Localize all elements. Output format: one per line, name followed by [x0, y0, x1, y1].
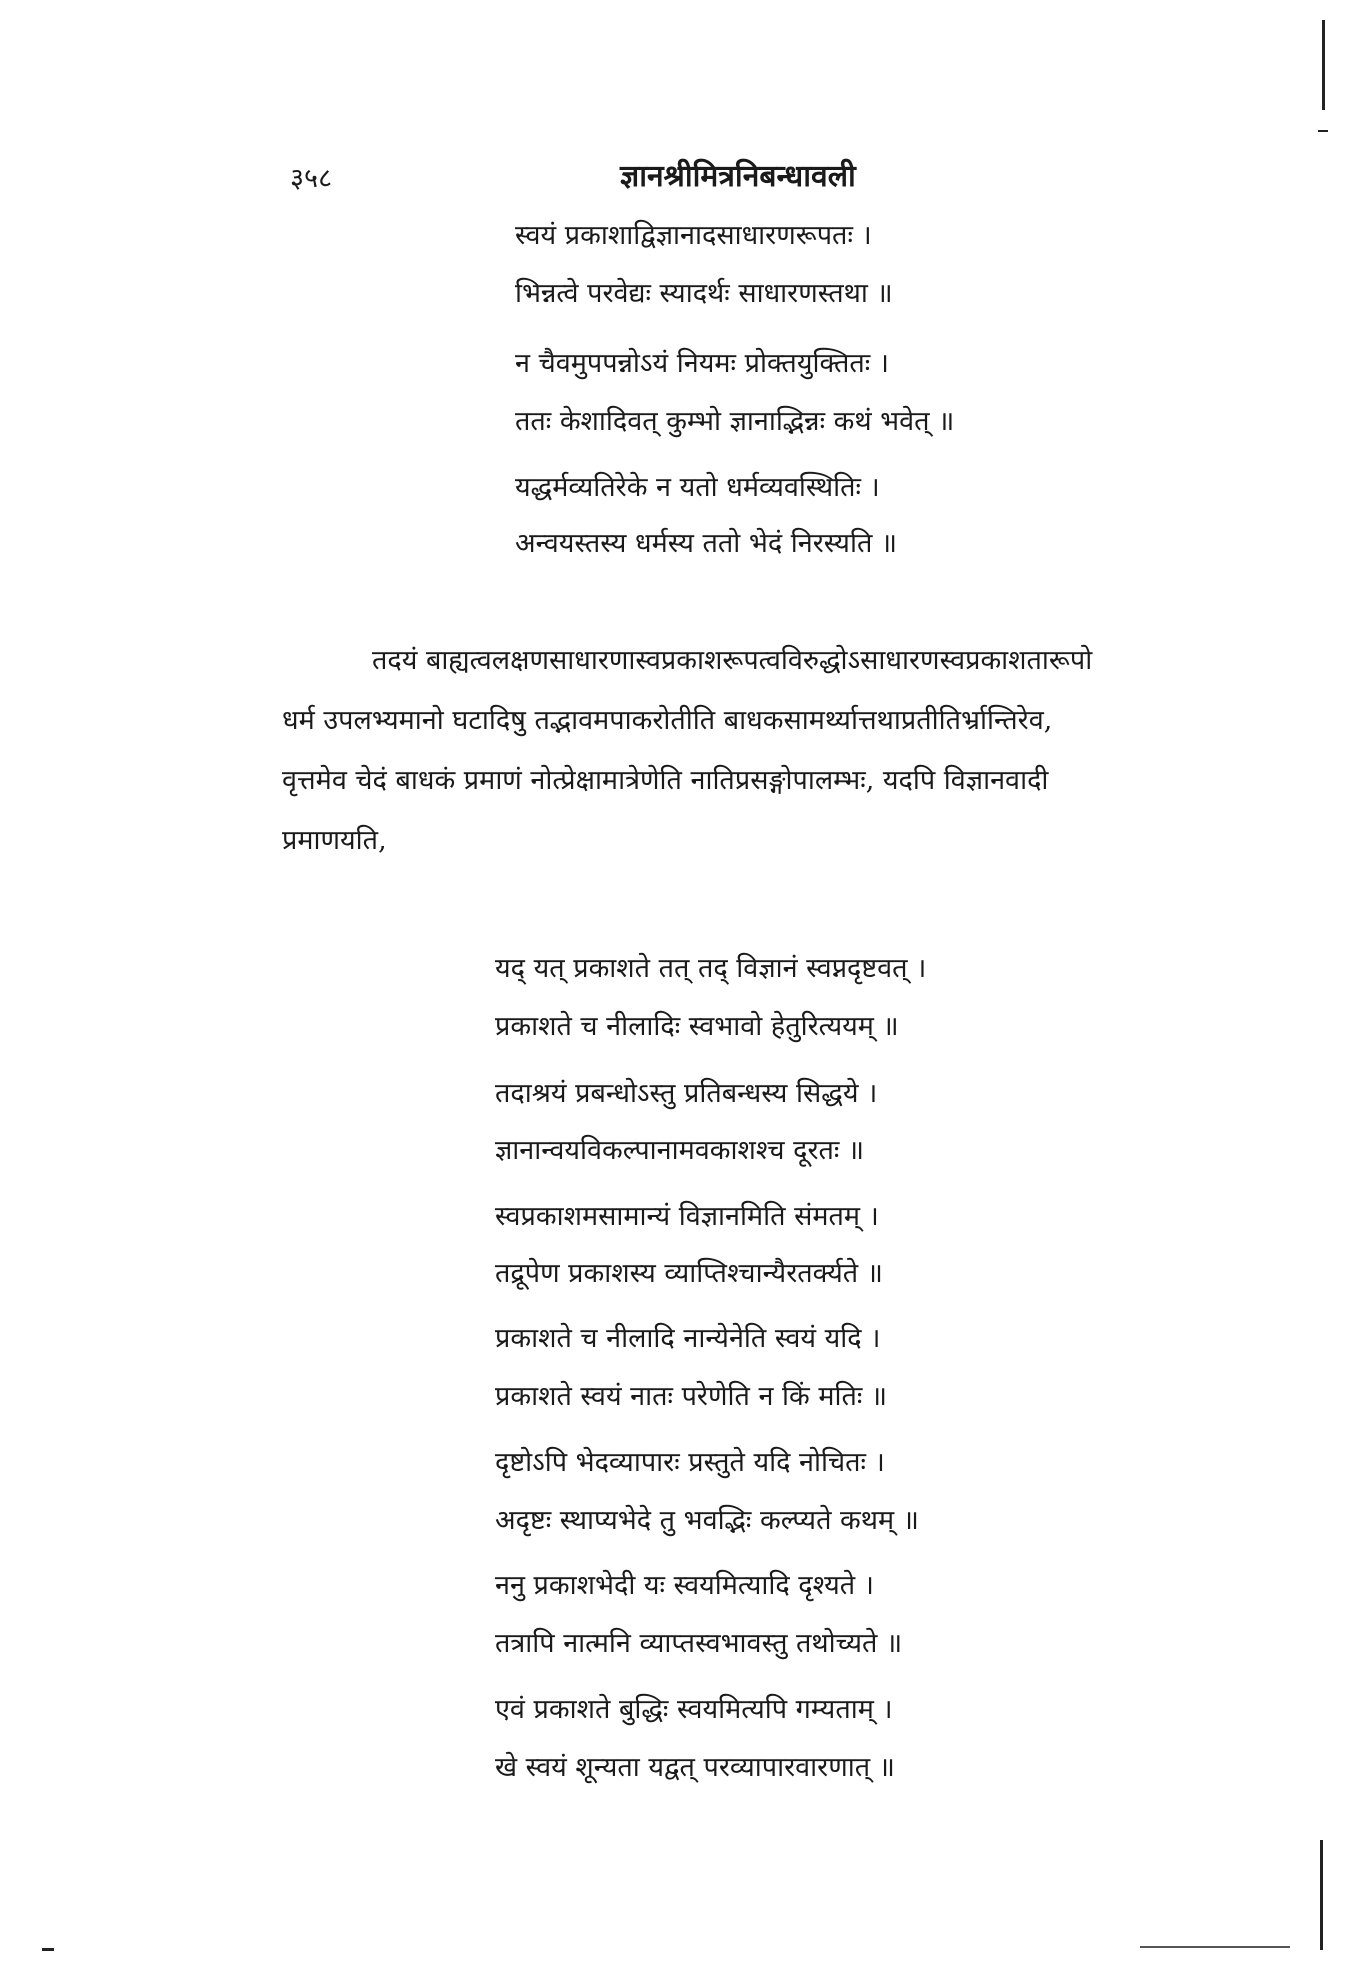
- verse-group-bottom: [495, 953, 1055, 1783]
- verse-line: अन्वयस्तस्य धर्मस्य ततो भेदं निरस्यति ॥: [515, 528, 898, 559]
- verse-line: न चैवमुपपन्नोऽयं नियमः प्रोक्तयुक्तितः ।: [515, 348, 889, 379]
- verse-line: ज्ञानान्वयविकल्पानामवकाशश्च दूरतः ॥: [495, 1135, 865, 1166]
- verse-line: तत्रापि नात्मनि व्याप्तस्वभावस्तु तथोच्यते ॥: [495, 1628, 903, 1659]
- verse-group-top: [515, 222, 1075, 562]
- verse-line: स्वयं प्रकाशाद्विज्ञानादसाधारणरूपतः ।: [515, 220, 872, 251]
- scan-edge-mark: [1140, 1946, 1290, 1948]
- scan-edge-mark: [1318, 130, 1328, 132]
- scan-edge-mark: [42, 1948, 54, 1951]
- verse-line: तद्रूपेण प्रकाशस्य व्याप्तिश्चान्यैरतर्क्यते ॥: [495, 1258, 883, 1289]
- verse-line: ननु प्रकाशभेदी यः स्वयमित्यादि दृश्यते ।: [495, 1570, 874, 1601]
- verse-line: दृष्टोऽपि भेदव्यापारः प्रस्तुते यदि नोचितः ।: [495, 1447, 885, 1478]
- verse-line: स्वप्रकाशमसामान्यं विज्ञानमिति संमतम् ।: [495, 1201, 879, 1232]
- page-number: ३५८: [290, 163, 333, 194]
- verse-line: प्रकाशते स्वयं नातः परेणेति न किं मतिः ॥: [495, 1381, 888, 1412]
- prose-line: प्रमाणयति,: [282, 825, 387, 856]
- verse-line: यद् यत् प्रकाशते तत् तद् विज्ञानं स्वप्नदृष्टवत् ।: [495, 953, 927, 984]
- running-head-title: ज्ञानश्रीमित्रनिबन्धावली: [620, 159, 856, 194]
- verse-line: खे स्वयं शून्यता यद्वत् परव्यापारवारणात् ॥: [495, 1752, 895, 1783]
- verse-line: प्रकाशते च नीलादि नान्येनेति स्वयं यदि ।: [495, 1323, 881, 1354]
- verse-line: अदृष्टः स्थाप्यभेदे तु भवद्भिः कल्प्यते कथम् ॥: [495, 1505, 919, 1536]
- verse-line: प्रकाशते च नीलादिः स्वभावो हेतुरित्ययम् ॥: [495, 1011, 899, 1042]
- prose-line: तदयं बाह्यत्वलक्षणसाधारणास्वप्रकाशरूपत्वविरुद्धोऽसाधारणस्वप्रकाशतारूपो: [372, 645, 1093, 676]
- verse-line: ततः केशादिवत् कुम्भो ज्ञानाद्भिन्नः कथं भवेत् ॥: [515, 406, 955, 437]
- verse-line: तदाश्रयं प्रबन्धोऽस्तु प्रतिबन्धस्य सिद्धये ।: [495, 1078, 878, 1109]
- verse-line: यद्धर्मव्यतिरेके न यतो धर्मव्यवस्थितिः ।: [515, 472, 880, 503]
- scan-edge-mark: [1320, 1840, 1323, 1950]
- prose-line: वृत्तमेव चेदं बाधकं प्रमाणं नोत्प्रेक्षामात्रेणेति नातिप्रसङ्गोपालम्भः, यदपि विज्ञानवादी: [282, 765, 1049, 796]
- prose-line: धर्म उपलभ्यमानो घटादिषु तद्भावमपाकरोतीति बाधकसामर्थ्यात्तथाप्रतीतिर्भ्रान्तिरेव,: [282, 705, 1053, 736]
- verse-line: भिन्नत्वे परवेद्यः स्यादर्थः साधारणस्तथा ॥: [515, 278, 893, 309]
- scan-edge-mark: [1322, 20, 1325, 110]
- verse-line: एवं प्रकाशते बुद्धिः स्वयमित्यपि गम्यताम् ।: [495, 1694, 893, 1725]
